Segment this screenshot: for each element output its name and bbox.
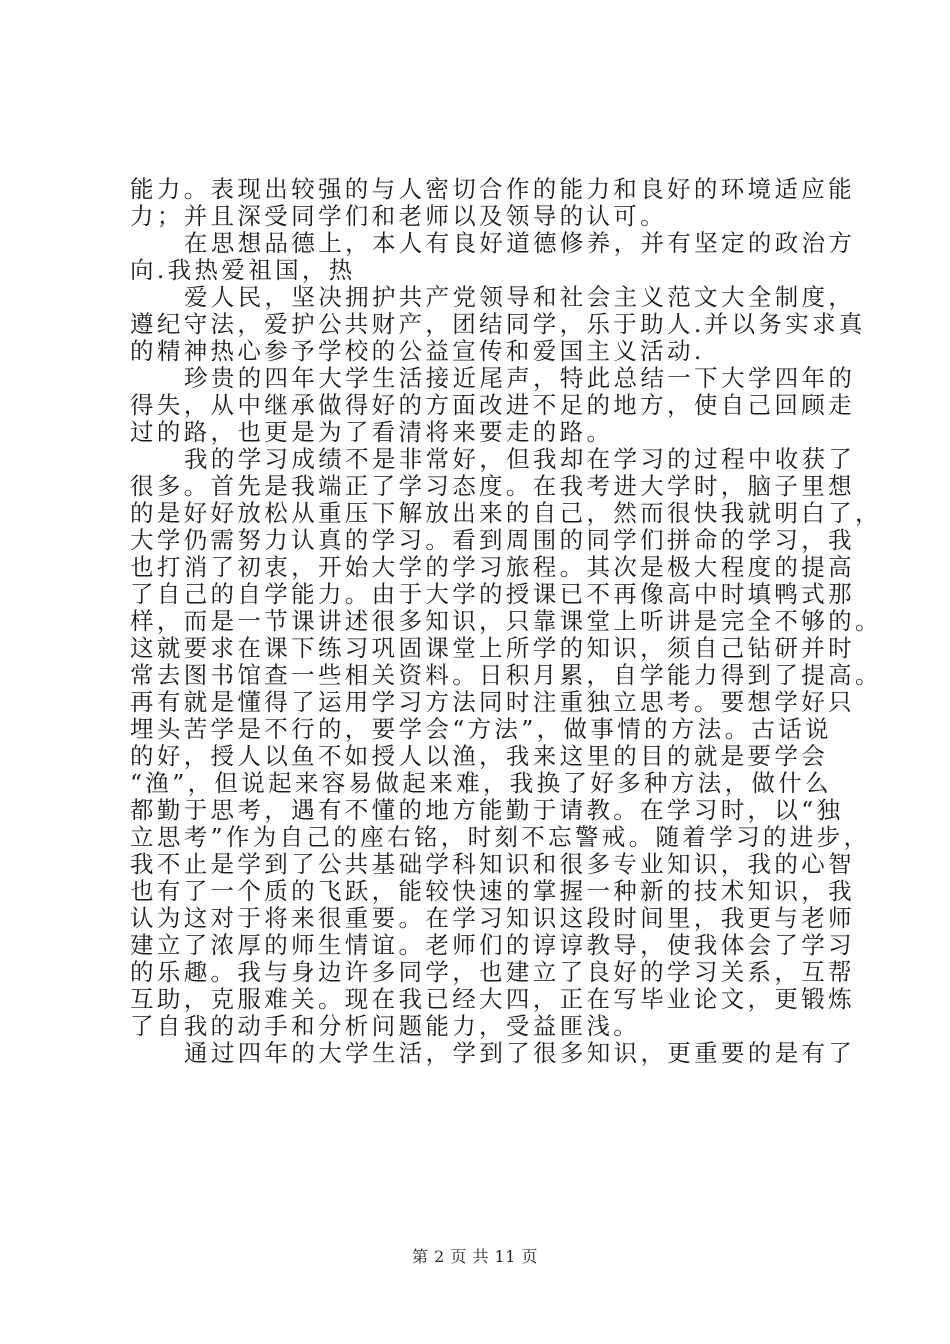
text-line: 大学仍需努力认真的学习。看到周围的同学们拼命的学习，我 (130, 526, 855, 554)
text-line: 的是好好放松从重压下解放出来的自己，然而很快我就明白了， (130, 499, 882, 527)
text-line: 向.我热爱祖国，热 (130, 256, 356, 284)
text-line: 也打消了初衷，开始大学的学习旅程。其次是极大程度的提高 (130, 553, 855, 581)
text-line: 我的学习成绩不是非常好，但我却在学习的过程中收获了 (184, 445, 856, 473)
text-line: “渔”，但说起来容易做起来难，我换了好多种方法，做什么 (130, 769, 832, 797)
body-text (130, 175, 882, 1067)
text-line: 立思考”作为自己的座右铭，时刻不忘警戒。随着学习的进步， (130, 823, 871, 851)
text-line: 建立了浓厚的师生情谊。老师们的谆谆教导，使我体会了学习 (130, 931, 855, 959)
text-line: 认为这对于将来很重要。在学习知识这段时间里，我更与老师 (130, 904, 855, 932)
text-line: 在思想品德上，本人有良好道德修养，并有坚定的政治方 (184, 229, 856, 257)
text-line: 互助，克服难关。现在我已经大四，正在写毕业论文，更锻炼 (130, 985, 855, 1013)
text-line: 都勤于思考，遇有不懂的地方能勤于请教。在学习时，以“独 (130, 796, 844, 824)
text-line: 能力。表现出较强的与人密切合作的能力和良好的环境适应能 (130, 175, 855, 203)
text-line: 得失，从中继承做得好的方面改进不足的地方，使自己回顾走 (130, 391, 855, 419)
page-footer: 第 2 页 共 11 页 (412, 1247, 538, 1266)
text-line: 珍贵的四年大学生活接近尾声，特此总结一下大学四年的 (184, 364, 856, 392)
text-line: 力；并且深受同学们和老师以及领导的认可。 (130, 202, 667, 230)
text-line: 遵纪守法，爱护公共财产，团结同学，乐于助人.并以务实求真 (130, 310, 866, 338)
text-line: 很多。首先是我端正了学习态度。在我考进大学时，脑子里想 (130, 472, 855, 500)
text-line: 的好，授人以鱼不如授人以渔，我来这里的目的就是要学会 (130, 742, 829, 770)
text-line: 的乐趣。我与身边许多同学，也建立了良好的学习关系，互帮 (130, 958, 855, 986)
text-line: 样，而是一节课讲述很多知识，只靠课堂上听讲是完全不够的。 (130, 607, 882, 635)
text-line: 的精神热心参予学校的公益宣传和爱国主义活动. (130, 337, 705, 365)
text-line: 我不止是学到了公共基础学科知识和很多专业知识，我的心智 (130, 850, 855, 878)
text-line: 通过四年的大学生活，学到了很多知识，更重要的是有了 (184, 1039, 856, 1067)
text-line: 过的路，也更是为了看清将来要走的路。 (130, 418, 614, 446)
text-line: 了自我的动手和分析问题能力，受益匪浅。 (130, 1012, 641, 1040)
text-line: 再有就是懂得了运用学习方法同时注重独立思考。要想学好只 (130, 688, 855, 716)
text-line: 爱人民，坚决拥护共产党领导和社会主义范文大全制度， (184, 283, 856, 311)
text-line: 埋头苦学是不行的，要学会“方法”，做事情的方法。古话说 (130, 715, 832, 743)
text-line: 了自己的自学能力。由于大学的授课已不再像高中时填鸭式那 (130, 580, 855, 608)
text-line: 常去图书馆查一些相关资料。日积月累，自学能力得到了提高。 (130, 661, 882, 689)
text-line: 也有了一个质的飞跃，能较快速的掌握一种新的技术知识，我 (130, 877, 855, 905)
text-line: 这就要求在课下练习巩固课堂上所学的知识，须自己钻研并时 (130, 634, 855, 662)
